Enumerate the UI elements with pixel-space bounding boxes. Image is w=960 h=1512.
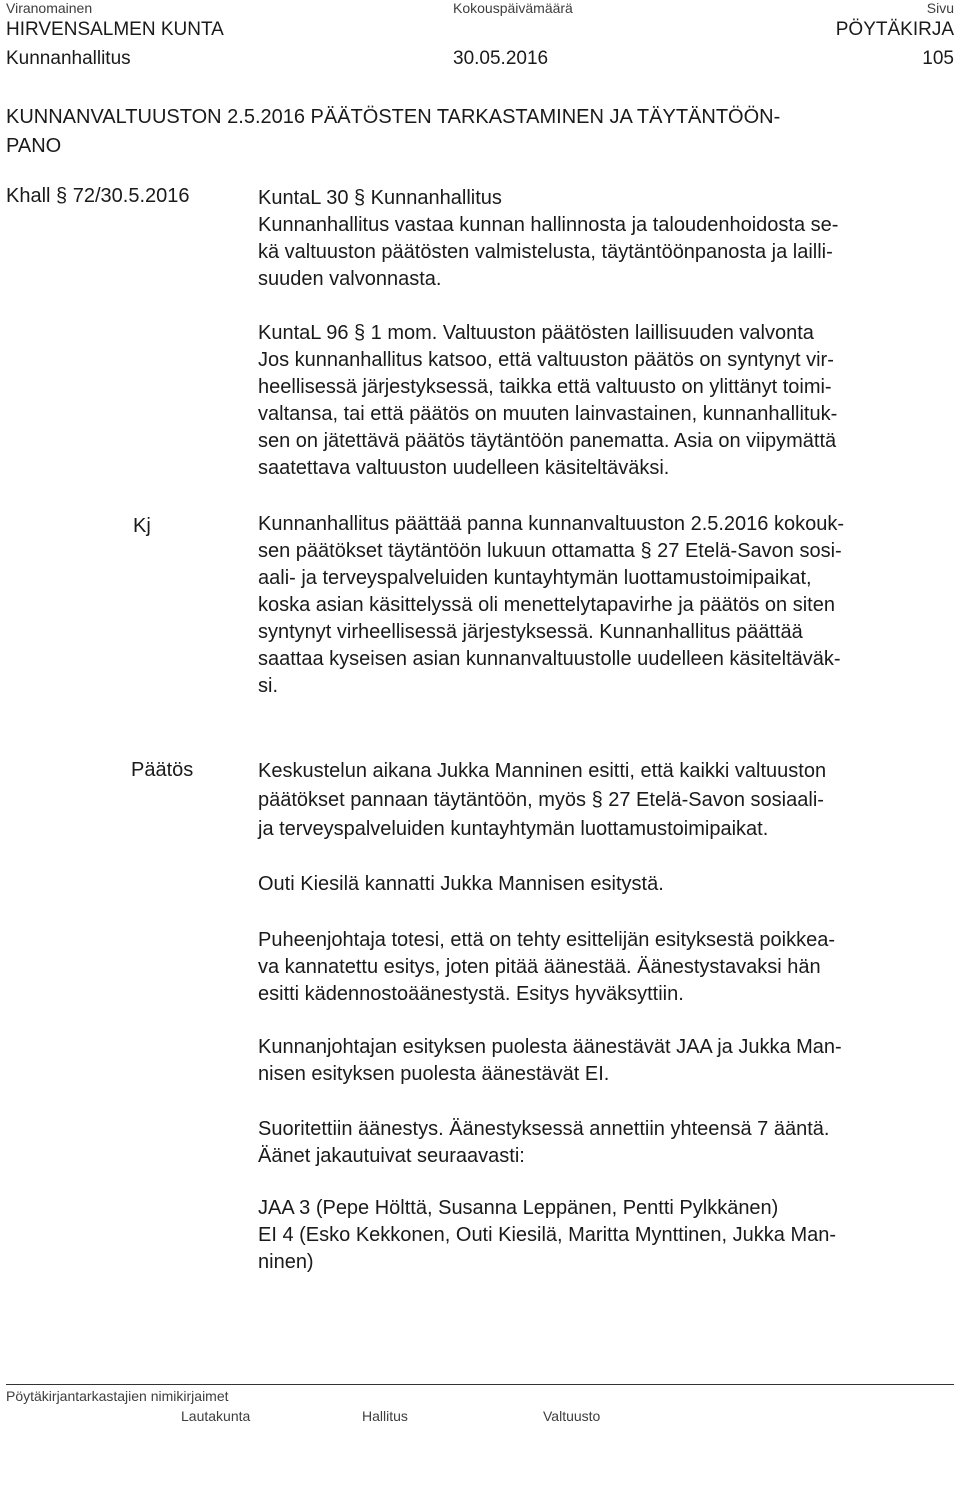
text-line: kä valtuuston päätösten valmistelusta, täytäntöönpanosta ja lailli- xyxy=(258,241,833,263)
text-line: saattaa kyseisen asian kunnanvaltuustolle uudelleen käsiteltäväk- xyxy=(258,648,841,670)
text-line: sen päätökset täytäntöön lukuun ottamatta § 27 Etelä-Savon sosi- xyxy=(258,540,842,562)
footer-board-label: Lautakunta xyxy=(181,1408,251,1424)
footer-government-label: Hallitus xyxy=(362,1408,408,1424)
meeting-body: Kunnanhallitus xyxy=(6,48,131,69)
document-type: PÖYTÄKIRJA xyxy=(835,19,954,40)
header-labels-row xyxy=(6,0,954,16)
authority-label: Viranomainen xyxy=(6,0,93,16)
intro-paragraph xyxy=(258,185,958,293)
text-line: Kunnanjohtajan esityksen puolesta äänestävät JAA ja Jukka Man- xyxy=(258,1036,842,1058)
header-meta-row xyxy=(6,48,954,74)
text-line: Puheenjohtaja totesi, että on tehty esittelijän esityksestä poikkea- xyxy=(258,929,836,951)
decision-paragraph xyxy=(258,871,958,898)
section-title xyxy=(6,103,936,161)
text-line: Jos kunnanhallitus katsoo, että valtuuston päätös on syntynyt vir- xyxy=(258,349,834,371)
text-line: Äänet jakautuivat seuraavasti: xyxy=(258,1145,525,1167)
proposal-paragraph xyxy=(258,511,958,700)
decision-paragraph xyxy=(258,927,958,1008)
text-line: ninen) xyxy=(258,1251,314,1273)
text-line: ja terveyspalveluiden kuntayhtymän luottamustoimipaikat. xyxy=(258,818,769,840)
vote-results xyxy=(258,1195,958,1276)
page-label: Sivu xyxy=(926,0,954,16)
text-line: Outi Kiesilä kannatti Jukka Mannisen esitystä. xyxy=(258,873,664,895)
footer-divider xyxy=(6,1384,954,1385)
decision-paragraph xyxy=(258,1116,958,1170)
text-line: va kannatettu esitys, joten pitää äänestää. Äänestystavaksi hän xyxy=(258,956,821,978)
signatures-label: Pöytäkirjantarkastajien nimikirjaimet xyxy=(6,1388,229,1404)
text-line: päätökset pannaan täytäntöön, myös § 27 Etelä-Savon sosiaali- xyxy=(258,789,824,811)
text-line: Kunnanhallitus päättää panna kunnanvaltuuston 2.5.2016 kokouk- xyxy=(258,513,845,535)
meeting-date: 30.05.2016 xyxy=(453,48,549,69)
text-line: esitti kädennostoäänestystä. Esitys hyväksyttiin. xyxy=(258,983,684,1005)
text-line: saatettava valtuuston uudelleen käsiteltäväksi. xyxy=(258,457,670,479)
text-line: valtansa, tai että päätös on muuten lainvastainen, kunnanhallituk- xyxy=(258,403,838,425)
text-line: koska asian käsittelyssä oli menettelytapavirhe ja päätös on siten xyxy=(258,594,835,616)
title-line: KUNNANVALTUUSTON 2.5.2016 PÄÄTÖSTEN TARKASTAMINEN JA TÄYTÄNTÖÖN- xyxy=(6,106,781,128)
text-line: KuntaL 96 § 1 mom. Valtuuston päätösten laillisuuden valvonta xyxy=(258,322,814,344)
header-org-row xyxy=(6,19,954,45)
footer-council-label: Valtuusto xyxy=(543,1408,601,1424)
text-line: JAA 3 (Pepe Hölttä, Susanna Leppänen, Pentti Pylkkänen) xyxy=(258,1197,779,1219)
decision-paragraph xyxy=(258,1034,958,1088)
text-line: Keskustelun aikana Jukka Manninen esitti, että kaikki valtuuston xyxy=(258,760,827,782)
title-line: PANO xyxy=(6,135,62,157)
text-line: EI 4 (Esko Kekkonen, Outi Kiesilä, Maritta Mynttinen, Jukka Man- xyxy=(258,1224,837,1246)
intro-paragraph xyxy=(258,320,958,482)
text-line: si. xyxy=(258,675,278,697)
text-line: Kunnanhallitus vastaa kunnan hallinnosta ja taloudenhoidosta se- xyxy=(258,214,839,236)
decision-paragraph xyxy=(258,757,958,844)
text-line: suuden valvonnasta. xyxy=(258,268,442,290)
text-line: nisen esityksen puolesta äänestävät EI. xyxy=(258,1063,610,1085)
decision-label: Päätös xyxy=(131,759,194,781)
text-line: KuntaL 30 § Kunnanhallitus xyxy=(258,187,502,209)
meeting-date-label: Kokouspäivämäärä xyxy=(453,0,573,16)
text-line: sen on jätettävä päätös täytäntöön panematta. Asia on viipymättä xyxy=(258,430,837,452)
authority-name: HIRVENSALMEN KUNTA xyxy=(6,19,224,40)
reference-label: Khall § 72/30.5.2016 xyxy=(6,185,190,207)
kj-label: Kj xyxy=(133,515,151,537)
text-line: heellisessä järjestyksessä, taikka että valtuusto on ylittänyt toimi- xyxy=(258,376,832,398)
text-line: Suoritettiin äänestys. Äänestyksessä annettiin yhteensä 7 ääntä. xyxy=(258,1118,830,1140)
text-line: syntynyt virheellisessä järjestyksessä. Kunnanhallitus päättää xyxy=(258,621,803,643)
text-line: aali- ja terveyspalveluiden kuntayhtymän luottamustoimipaikat, xyxy=(258,567,812,589)
page-number: 105 xyxy=(922,48,954,69)
